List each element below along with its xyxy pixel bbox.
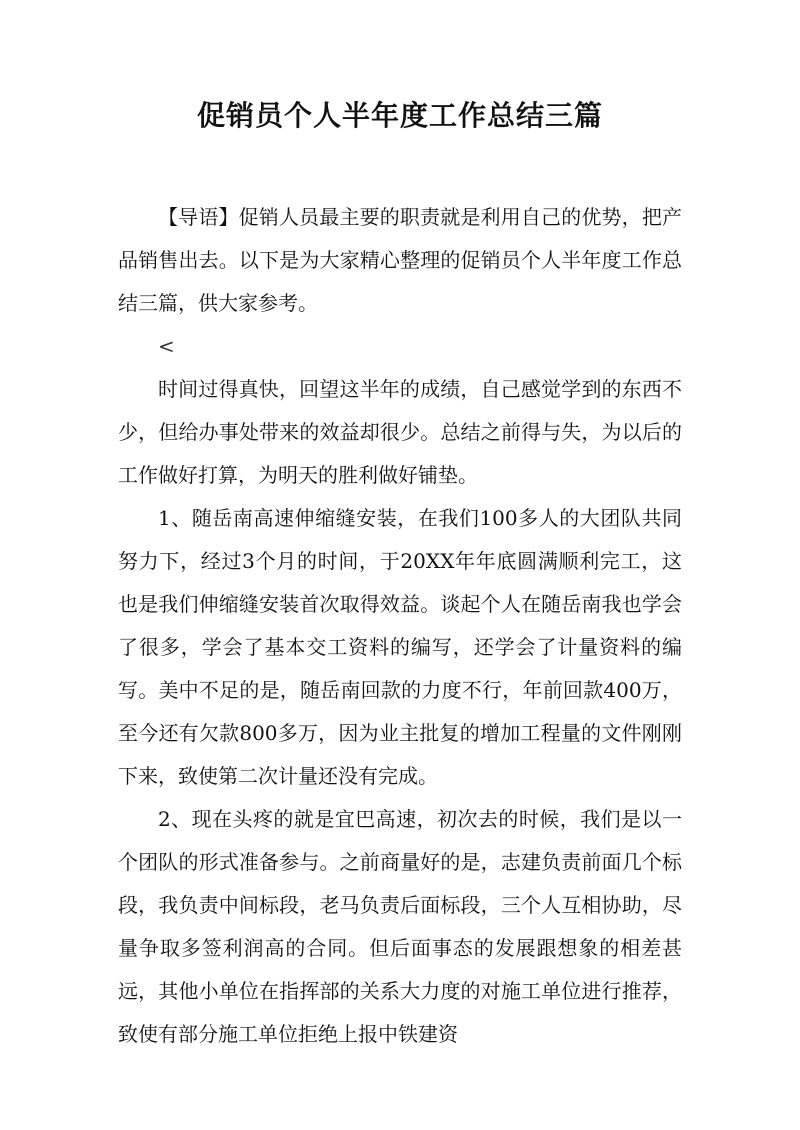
document-body [118,196,682,1056]
intro-paragraph: 【导语】促销人员最主要的职责就是利用自己的优势，把产品销售出去。以下是为大家精心整理的促销员个人半年度工作总结三篇，供大家参考。 [118,205,682,315]
document-title: 促销员个人半年度工作总结三篇 [196,99,603,132]
body-paragraph-2: 1、随岳南高速伸缩缝安装，在我们100多人的大团队共同努力下，经过3个月的时间，于20XX年年底圆满顺利完工，这也是我们伸缩缝安装首次取得效益。谈起个人在随岳南我也学会了很多，学会了基本交工资料的编写，还学会了计量资料的编写。美中不足的是，随岳南回款的力度不行，年前回款400万，至今还有欠款800多万，因为业主批复的增加工程量的文件刚刚下来，致使第二次计量还没有完成。 [118,506,682,788]
body-paragraph-3: 2、现在头疼的就是宜巴高速，初次去的时候，我们是以一个团队的形式准备参与。之前商量好的是，志建负责前面几个标段，我负责中间标段，老马负责后面标段，三个人互相协助，尽量争取多签利润高的合同。但后面事态的发展跟想象的相差甚远，其他小单位在指挥部的关系大力度的对施工单位进行推荐，致使有部分施工单位拒绝上报中铁建资 [118,807,682,1046]
section-marker: < [158,334,175,358]
body-paragraph-1: 时间过得真快，回望这半年的成绩，自己感觉学到的东西不少，但给办事处带来的效益却很少。总结之前得与失，为以后的工作做好打算，为明天的胜利做好铺垫。 [118,377,682,487]
